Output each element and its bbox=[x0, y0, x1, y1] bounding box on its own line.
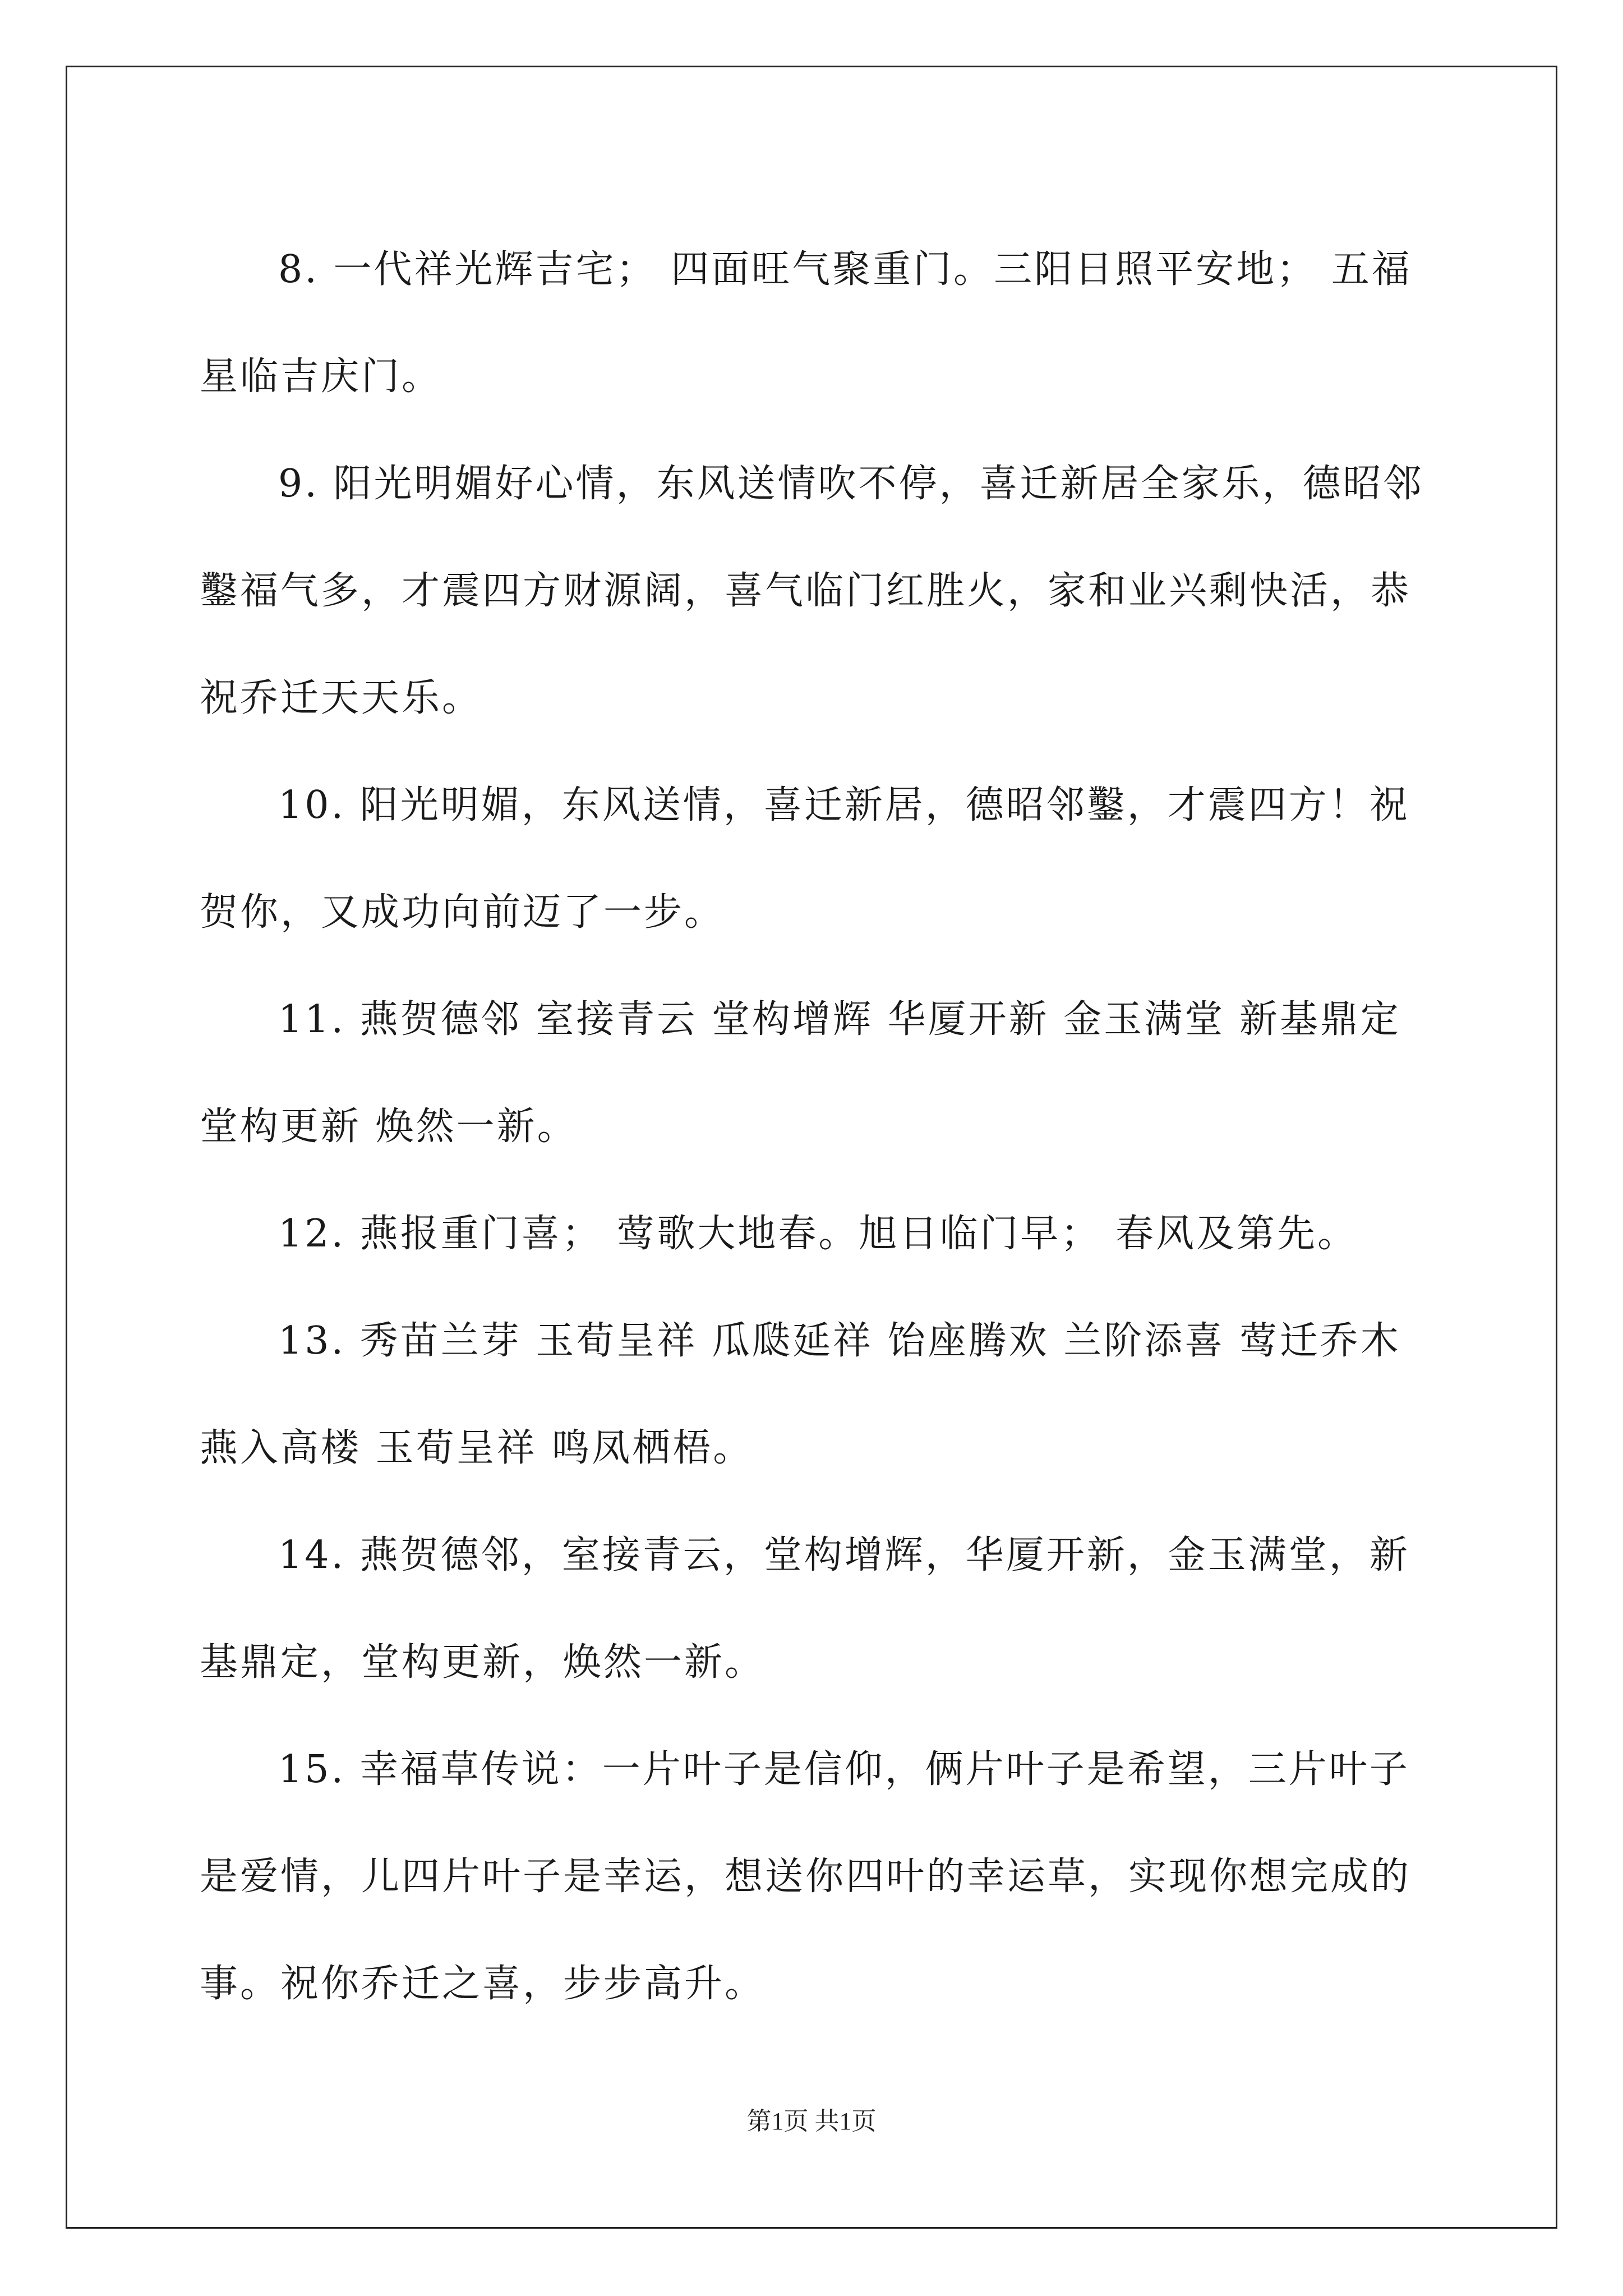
paragraph-9: 9. 阳光明媚好心情，东风送情吹不停，喜迁新居全家乐，德昭邻鑿福气多，才震四方财源阔，喜气临门红胜火，家和业兴剩快活，恭祝乔迁天天乐。 bbox=[200, 462, 1424, 720]
paragraph-15: 15. 幸福草传说：一片叶子是信仰，俩片叶子是希望，三片叶子是爱情，儿四片叶子是幸运，想送你四叶的幸运草，实现你想完成的事。祝你乔迁之喜，步步高升。 bbox=[200, 1747, 1412, 2006]
document-body bbox=[200, 216, 1426, 2037]
paragraph-12: 12. 燕报重门喜； 莺歌大地春。旭日临门早； 春风及第先。 bbox=[278, 1212, 1358, 1256]
paragraph-11: 11. 燕贺德邻 室接青云 堂构增辉 华厦开新 金玉满堂 新基鼎定 堂构更新 焕然一新。 bbox=[200, 997, 1401, 1149]
page-footer: 第1页 共1页 bbox=[746, 2108, 877, 2135]
paragraph-10: 10. 阳光明媚，东风送情，喜迁新居，德昭邻鑿，才震四方！祝贺你，又成功向前迈了一步。 bbox=[200, 783, 1410, 935]
paragraph-14: 14. 燕贺德邻，室接青云，堂构增辉，华厦开新，金玉满堂，新基鼎定，堂构更新，焕然一新。 bbox=[200, 1533, 1410, 1685]
paragraph-13: 13. 秀苗兰芽 玉荀呈祥 瓜瓞延祥 饴座腾欢 兰阶添喜 莺迁乔木 燕入高楼 玉荀呈祥 鸣凤栖梧。 bbox=[200, 1319, 1401, 1470]
paragraph-8: 8. 一代祥光辉吉宅； 四面旺气聚重门。三阳日照平安地； 五福星临吉庆门。 bbox=[200, 247, 1412, 399]
